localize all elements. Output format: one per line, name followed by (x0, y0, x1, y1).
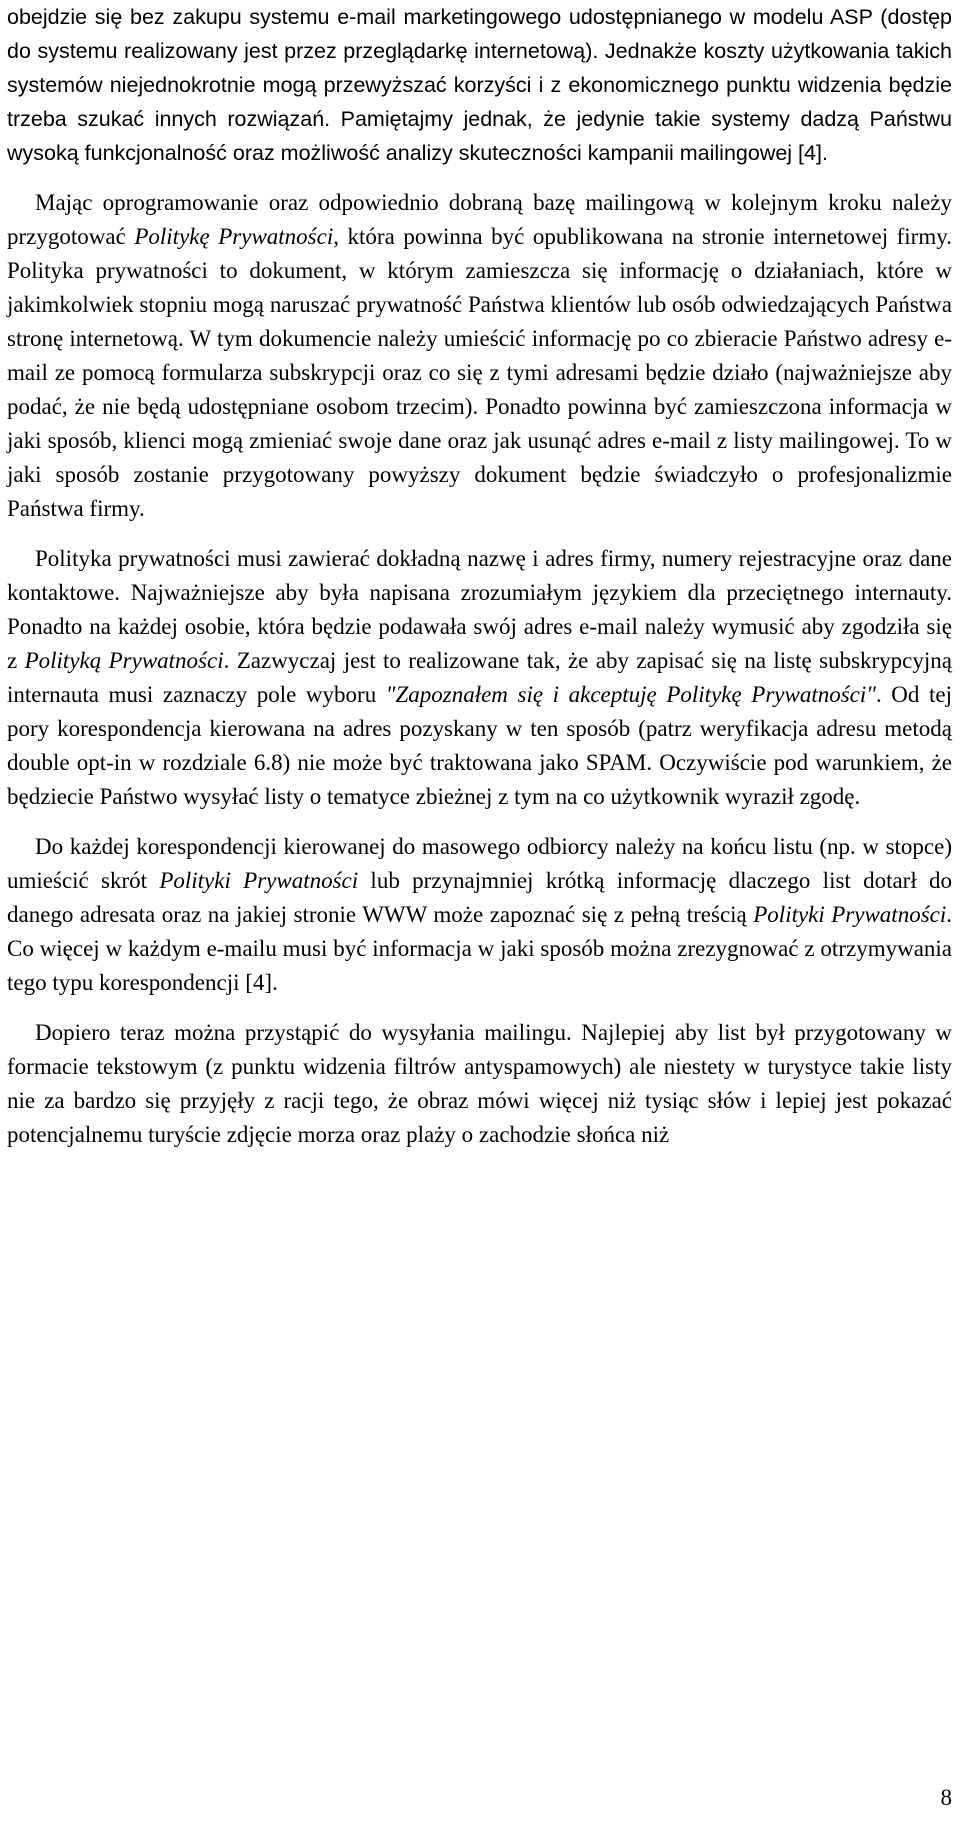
paragraph-3 (7, 542, 952, 814)
paragraph-1 (7, 0, 952, 170)
paragraph-4-text: Do każdej korespondencji kierowanej do masowego odbiorcy należy na końcu listu (np. w stopce) umieścić skrót (7, 834, 952, 893)
paragraph-4 (7, 830, 952, 1000)
policy-reference: Polityką Prywatności (24, 648, 224, 673)
paragraph-1-text-continued: Pamiętajmy jednak, że jedynie takie systemy dadzą Państwu wysoką funkcjonalność oraz możliwość analizy skuteczności kampanii mailingowej [4]. (7, 107, 952, 165)
paragraph-3-text-continued: . Zazwyczaj jest to realizowane tak, że aby zapisać się na listę subskrypcyjną internauta musi zaznaczy pole wyboru (7, 648, 952, 707)
policy-reference: Politykę Prywatności (134, 224, 334, 249)
paragraph-4-text-continued: lub przynajmniej krótką informację dlaczego list dotarł do danego adresata oraz na jakiej stronie WWW może zapoznać się z pełną treścią (7, 868, 953, 927)
body-text (7, 0, 952, 1168)
policy-reference: Polityki Prywatności (159, 868, 359, 893)
policy-reference: Polityki Prywatności (753, 902, 947, 927)
paragraph-2 (7, 186, 952, 526)
consent-checkbox-label-quote: "Zapoznałem się i akceptuję Politykę Prywatności" (385, 682, 876, 707)
paragraph-2-text: Mając oprogramowanie oraz odpowiednio dobraną bazę mailingową w kolejnym kroku należy przygotować (7, 190, 952, 249)
paragraph-1-text: obejdzie się bez zakupu systemu e-mail marketingowego udostępnianego w modelu ASP (dostęp do systemu realizowany jest przez przeglądarkę internetową). Jednakże koszty użytkowania takich systemów niejednokrotnie mogą przewyższać korzyści i z ekonomicznego punktu widzenia będzie trzeba szukać innych rozwiązań. (7, 5, 952, 131)
paragraph-4-text-end: . Co więcej w każdym e-mailu musi być informacja w jaki sposób można zrezygnować z otrzymywania tego typu korespondencji [4]. (7, 902, 952, 995)
paragraph-5 (7, 1016, 952, 1152)
paragraph-5-text: Dopiero teraz można przystąpić do wysyłania mailingu. Najlepiej aby list był przygotowany w formacie tekstowym (z punktu widzenia filtrów antyspamowych) ale niestety w turystyce takie listy nie za bardzo się przyjęły z racji tego, że obraz mówi więcej niż tysiąc słów i lepiej jest pokazać potencjalnemu turyście zdjęcie morza oraz plaży o zachodzie słońca niż (7, 1020, 952, 1147)
page-number: 8 (940, 1785, 952, 1810)
paragraph-3-text: Polityka prywatności musi zawierać dokładną nazwę i adres firmy, numery rejestracyjne oraz dane kontaktowe. Najważniejsze aby była napisana zrozumiałym językiem dla przeciętnego internauty. Ponadto na każdej osobie, która będzie podawała swój adres e-mail należy wymusić aby zgodziła się z (7, 546, 952, 673)
paragraph-2-text-continued: , która powinna być opublikowana na stronie internetowej firmy. Polityka prywatności to dokument, w którym zamieszcza się informację o działaniach, które w jakimkolwiek stopniu mogą naruszać prywatność Państwa klientów lub osób odwiedzających Państwa stronę internetową. W tym dokumencie należy umieścić informację po co zbieracie Państwo adresy e-mail ze pomocą formularza subskrypcji oraz co się z tymi adresami będzie działo (najważniejsze aby podać, że nie będą udostępniane osobom trzecim). Ponadto powinna być zamieszczona informacja w jaki sposób, klienci mogą zmieniać swoje dane oraz jak usunąć adres e-mail z listy mailingowej. To w jaki sposób zostanie przygotowany powyższy dokument będzie świadczyło o profesjonalizmie Państwa firmy. (7, 224, 952, 521)
paragraph-3-text-end: . Od tej pory korespondencja kierowana na adres pozyskany w ten sposób (patrz weryfikacja adresu metodą double opt-in w rozdziale 6.8) nie może być traktowana jako SPAM. Oczywiście pod warunkiem, że będziecie Państwo wysyłać listy o tematyce zbieżnej z tym na co użytkownik wyraził zgodę. (7, 682, 952, 809)
